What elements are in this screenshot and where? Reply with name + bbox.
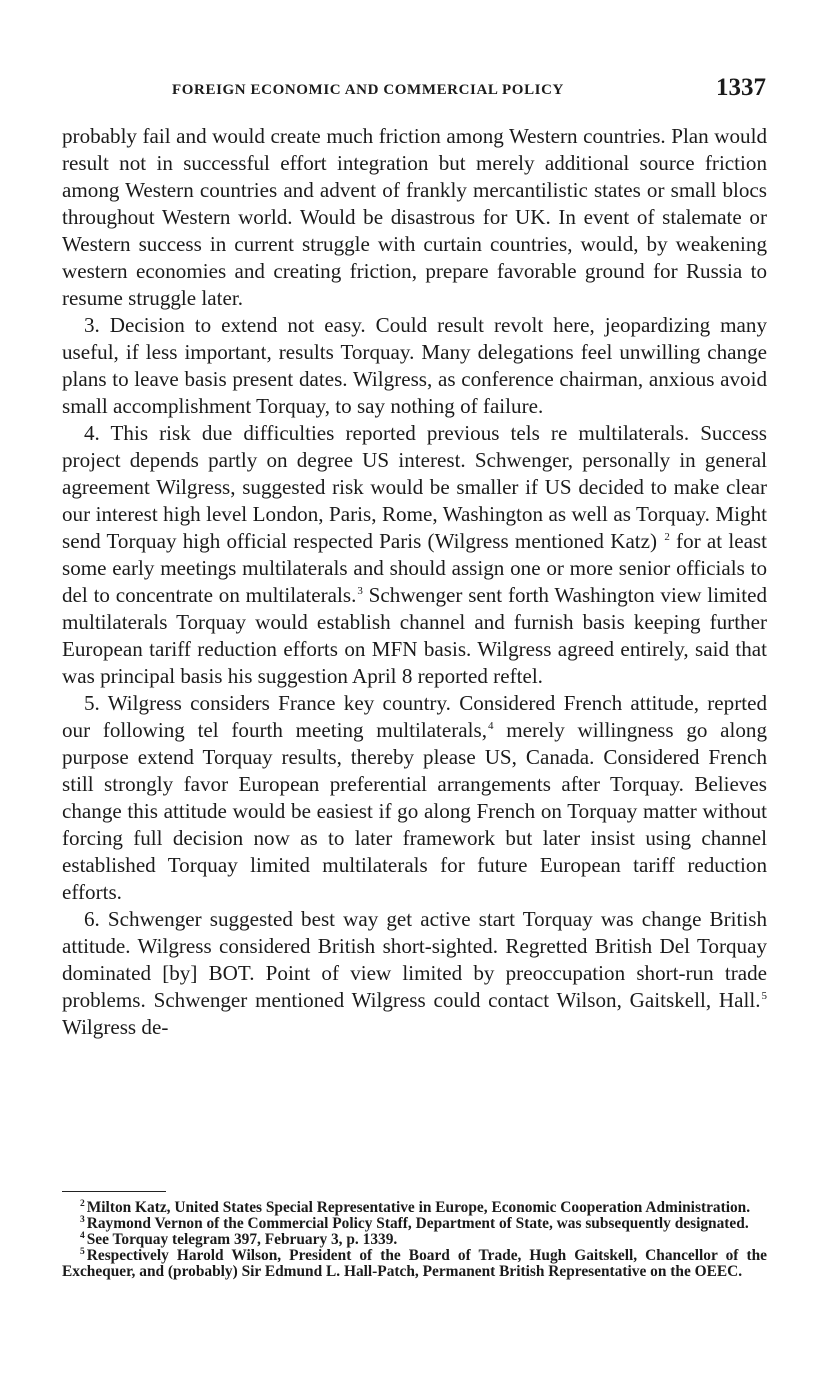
page-number: 1337: [716, 74, 766, 101]
footnote-marker: 4: [80, 1231, 85, 1241]
body-text: [62, 123, 767, 1041]
footnote-marker: 2: [80, 1199, 85, 1209]
footnote-text: Respectively Harold Wilson, President of the Board of Trade, Hugh Gaitskell, Chancellor of the Exchequer, and (probably) Sir Edmund L. Hall-Patch, Permanent British Representative on the OEEC.: [62, 1247, 767, 1280]
footnote-text: See Torquay telegram 397, February 3, p. 1339.: [86, 1231, 398, 1248]
paragraph-continued: [62, 123, 767, 312]
footnote-marker: 3: [80, 1215, 85, 1225]
footnotes: [62, 1200, 767, 1280]
paragraph-text: 5. Wilgress considers France key country. Considered French attitude, reprted our following tel fourth meeting multilaterals,: [62, 691, 767, 742]
footnote-4: [62, 1232, 767, 1248]
running-title: FOREIGN ECONOMIC AND COMMERCIAL POLICY: [172, 82, 564, 98]
paragraph-text: 4. This risk due difficulties reported previous tels re multilaterals. Success project depends partly on degree US interest. Schwenger, personally in general agreement Wilgress, suggested risk would be smaller if US decided to make clear our interest high level London, Paris, Rome, Washington as well as Torquay. Might send Torquay high official respected Paris (Wilgress mentioned Katz): [62, 421, 767, 553]
footnote-marker: 5: [80, 1247, 85, 1257]
footnote-2: [62, 1200, 767, 1216]
paragraph-3: [62, 312, 767, 420]
footnote-text: Milton Katz, United States Special Representative in Europe, Economic Cooperation Administration.: [86, 1199, 751, 1216]
footnote-text: Raymond Vernon of the Commercial Policy Staff, Department of State, was subsequently designated.: [86, 1215, 749, 1232]
footnote-divider: [62, 1191, 166, 1192]
running-header: [62, 74, 766, 110]
paragraph-4: [62, 420, 767, 690]
footnote-ref-5[interactable]: 5: [761, 990, 767, 1002]
footnote-ref-3[interactable]: 3: [357, 585, 363, 597]
paragraph-6: [62, 906, 767, 1041]
paragraph-text: Schwenger sent forth Washington view limited multilaterals Torquay would establish channel and furnish basis keeping further European tariff reduction efforts on MFN basis. Wilgress agreed entirely, said that was principal basis his suggestion April 8 reported reftel.: [62, 583, 767, 688]
paragraph-text: merely willingness go along purpose extend Torquay results, thereby please US, Canada. Considered French still strongly favor European preferential arrangements after Torquay. Believes change this attitude would be easiest if go along French on Torquay matter without forcing full decision now as to later framework but later insist using channel established Torquay limited multilaterals for future European tariff reduction efforts.: [62, 718, 767, 904]
paragraph-text: 3. Decision to extend not easy. Could result revolt here, jeopardizing many useful, if less important, results Torquay. Many delegations feel unwilling change plans to leave basis present dates. Wilgress, as conference chairman, anxious avoid small accomplishment Torquay, to say nothing of failure.: [62, 313, 767, 418]
paragraph-5: [62, 690, 767, 906]
footnote-ref-4[interactable]: 4: [488, 720, 494, 732]
paragraph-text: probably fail and would create much friction among Western countries. Plan would result not in successful effort integration but merely additional source friction among Western countries and advent of frankly mercantilistic states or small blocs throughout Western world. Would be disastrous for UK. In event of stalemate or Western success in current struggle with curtain countries, would, by weakening western economies and creating friction, prepare favorable ground for Russia to resume struggle later.: [62, 124, 767, 310]
paragraph-text: 6. Schwenger suggested best way get active start Torquay was change British attitude. Wilgress considered British short-sighted. Regretted British Del Torquay dominated [by] BOT. Point of view limited by preoccupation short-run trade problems. Schwenger mentioned Wilgress could contact Wilson, Gaitskell, Hall.: [62, 907, 767, 1012]
paragraph-text: for at least some early meetings multilaterals and should assign one or more senior officials to del to concentrate on multilaterals.: [62, 529, 767, 607]
footnote-5: [62, 1248, 767, 1280]
paragraph-text: Wilgress de-: [62, 1015, 169, 1039]
footnote-ref-2[interactable]: 2: [664, 531, 670, 543]
footnote-3: [62, 1216, 767, 1232]
